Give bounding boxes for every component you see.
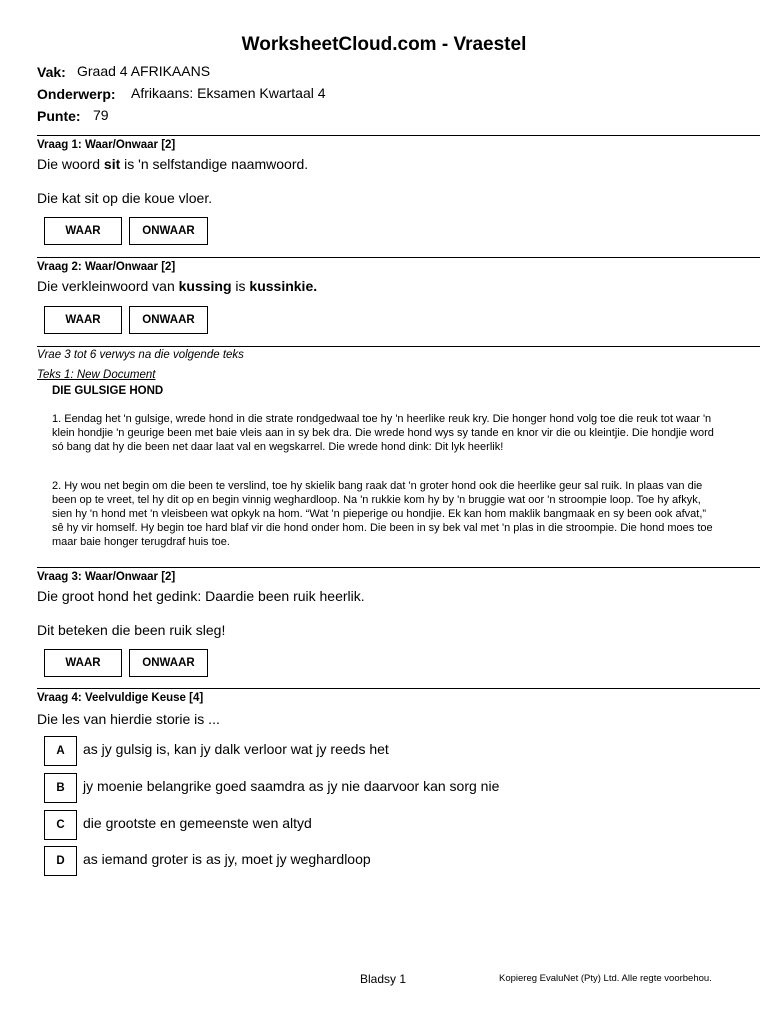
question-1-waar-button[interactable]: WAAR xyxy=(44,217,122,245)
passage-paragraph-1: 1. Eendag het 'n gulsige, wrede hond in die strate rondgedwaal toe hy 'n heerlike reuk kry. Die honger hond volg toe die reuk tot waar 'n klein hondjie 'n geurige been met baie vleis aan in sy bek dra. Die wrede hond wys sy tande en knor vir die ou kleintjie. Die hondjie word só bang dat hy die been net daar laat val en wegskarrel. Die wrede hond dink: Dit lyk heerlik! xyxy=(52,413,714,453)
option-b-box[interactable]: B xyxy=(44,773,77,803)
page-title: WorksheetCloud.com - Vraestel xyxy=(241,34,527,55)
onderwerp-label: Onderwerp: xyxy=(37,86,116,102)
punte-label: Punte: xyxy=(37,108,81,124)
punte-value: 79 xyxy=(93,107,109,123)
divider xyxy=(37,135,760,136)
passage-title: DIE GULSIGE HOND xyxy=(52,385,164,397)
option-c-text: die grootste en gemeenste wen altyd xyxy=(83,815,312,831)
question-3-onwaar-button[interactable]: ONWAAR xyxy=(129,649,208,677)
divider xyxy=(37,567,760,568)
option-a-box[interactable]: A xyxy=(44,736,77,766)
question-4-text: Die les van hierdie storie is ... xyxy=(37,711,220,727)
passage-note: Vrae 3 tot 6 verwys na die volgende teks xyxy=(37,349,244,361)
question-2-onwaar-button[interactable]: ONWAAR xyxy=(129,306,208,334)
option-c-box[interactable]: C xyxy=(44,810,77,840)
onderwerp-value: Afrikaans: Eksamen Kwartaal 4 xyxy=(131,85,326,101)
question-3-text: Die groot hond het gedink: Daardie been ruik heerlik. xyxy=(37,588,365,604)
option-d-text: as iemand groter is as jy, moet jy weghardloop xyxy=(83,851,371,867)
question-2-text: Die verkleinwoord van kussing is kussinkie. xyxy=(37,278,318,294)
question-2-heading: Vraag 2: Waar/Onwaar [2] xyxy=(37,261,176,273)
question-1-sentence: Die kat sit op die koue vloer. xyxy=(37,190,213,206)
copyright-notice: Kopiereg EvaluNet (Pty) Ltd. Alle regte voorbehou. xyxy=(499,973,712,984)
question-4-heading: Vraag 4: Veelvuldige Keuse [4] xyxy=(37,692,204,704)
divider xyxy=(37,688,760,689)
question-2-waar-button[interactable]: WAAR xyxy=(44,306,122,334)
question-1-heading: Vraag 1: Waar/Onwaar [2] xyxy=(37,139,176,151)
question-1-onwaar-button[interactable]: ONWAAR xyxy=(129,217,208,245)
vak-label: Vak: xyxy=(37,64,66,80)
option-b-text: jy moenie belangrike goed saamdra as jy nie daarvoor kan sorg nie xyxy=(83,778,500,794)
question-3-heading: Vraag 3: Waar/Onwaar [2] xyxy=(37,571,176,583)
option-d-box[interactable]: D xyxy=(44,846,77,876)
vak-value: Graad 4 AFRIKAANS xyxy=(77,63,211,79)
divider xyxy=(37,257,760,258)
question-3-waar-button[interactable]: WAAR xyxy=(44,649,122,677)
option-a-text: as jy gulsig is, kan jy dalk verloor wat jy reeds het xyxy=(83,741,389,757)
question-3-sentence: Dit beteken die been ruik sleg! xyxy=(37,622,226,638)
divider xyxy=(37,346,760,347)
passage-paragraph-2: 2. Hy wou net begin om die been te verslind, toe hy skielik bang raak dat 'n groter hond ook die heerlike geur sal ruik. In plaas van die been op te vreet, tel hy dit op en begin vinnig weghardloop. Na 'n rukkie kom hy by 'n bruggie wat oor 'n stroompie loop. Toe hy afkyk, sien hy 'n hond met 'n vleisbeen wat opkyk na hom. “Wat 'n pieperige ou hondjie. Ek kan hom maklik bangmaak en sy been ook afvat,” sê hy vir homself. Hy begin toe hard blaf vir die hond onder hom. Die been in sy bek val met 'n plas in die stroompie. Die hond moes toe maar baie honger terugdraf huis toe. xyxy=(52,480,713,548)
question-1-text: Die woord sit is 'n selfstandige naamwoord. xyxy=(37,156,309,172)
page-number: Bladsy 1 xyxy=(360,972,407,986)
passage-link[interactable]: Teks 1: New Document xyxy=(37,369,156,381)
